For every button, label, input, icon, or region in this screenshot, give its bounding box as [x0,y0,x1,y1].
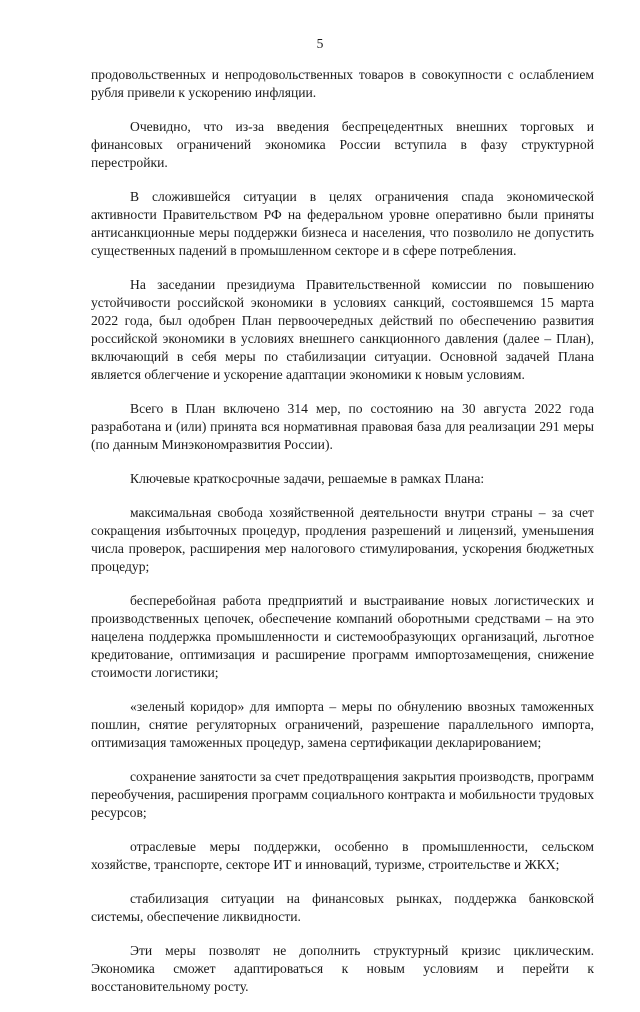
list-item-employment: сохранение занятости за счет предотвращения закрытия производств, программ переобучения, расширения программ социального контракта и мобильности трудовых ресурсов; [91,769,594,820]
paragraph-plan-approval: На заседании президиума Правительственной комиссии по повышению устойчивости российской экономики в условиях санкций, состоявшемся 15 марта 2022 года, был одобрен План первоочередных действий по обеспечению развития российской экономики в условиях внешнего санкционного давления (далее – План), включающий в себя меры по стабилизации ситуации. Основной задачей Плана является облегчение и ускорение адаптации экономики к новым условиям. [91,277,594,382]
paragraph-inflation-continuation: продовольственных и непродовольственных товаров в совокупности с ослаблением рубля привели к ускорению инфляции. [91,67,594,100]
paragraph-plan-measures-count: Всего в План включено 314 мер, по состоянию на 30 августа 2022 года разработана и (или) принята вся нормативная правовая база для реализации 291 меры (по данным Минэкономразвития России). [91,401,594,452]
paragraph-conclusion: Эти меры позволят не дополнить структурный кризис циклическим. Экономика сможет адаптироваться к новым условиям и перейти к восстановительному росту. [91,943,594,994]
document-body [91,66,594,1012]
list-item-financial-stabilization: стабилизация ситуации на финансовых рынках, поддержка банковской системы, обеспечение ликвидности. [91,891,594,924]
list-item-green-corridor: «зеленый коридор» для импорта – меры по обнулению ввозных таможенных пошлин, снятие регуляторных ограничений, разрешение параллельного импорта, оптимизация таможенных процедур, замена сертификации декларированием; [91,699,594,750]
page-number: 5 [316,36,324,51]
list-item-uninterrupted-operation: бесперебойная работа предприятий и выстраивание новых логистических и производственных цепочек, обеспечение компаний оборотными средствами – на это нацелена поддержка промышленности и системообразующих организаций, льготное кредитование, оптимизация и расширение программ импортозамещения, снижение стоимости логистики; [91,593,594,680]
paragraph-structural-restructuring: Очевидно, что из-за введения беспрецедентных внешних торговых и финансовых ограничений экономика России вступила в фазу структурной перестройки. [91,119,594,170]
list-item-sector-support: отраслевые меры поддержки, особенно в промышленности, сельском хозяйстве, транспорте, секторе ИТ и инноваций, туризме, строительстве и ЖКХ; [91,839,594,872]
paragraph-anti-sanction-measures: В сложившейся ситуации в целях ограничения спада экономической активности Правительством РФ на федеральном уровне оперативно были приняты антисанкционные меры поддержки бизнеса и населения, что позволило не допустить существенных падений в промышленном секторе и в сфере потребления. [91,189,594,258]
list-item-economic-freedom: максимальная свобода хозяйственной деятельности внутри страны – за счет сокращения избыточных процедур, продления разрешений и лицензий, уменьшения числа проверок, расширения мер налогового стимулирования, ускорения бюджетных процедур; [91,505,594,574]
paragraph-key-tasks-heading: Ключевые краткосрочные задачи, решаемые в рамках Плана: [130,471,485,486]
